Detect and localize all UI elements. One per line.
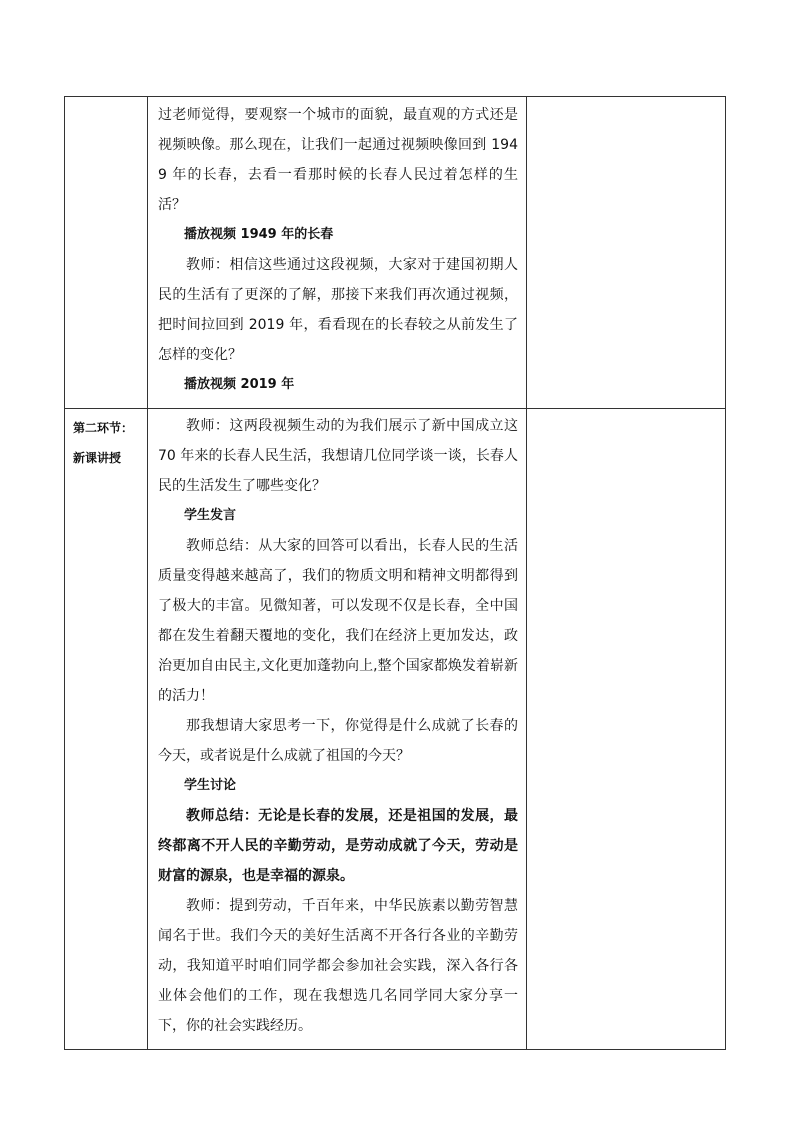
stage-cell [65,409,148,1050]
stage-label: 新课讲授 [73,451,122,465]
table-row [65,97,726,409]
paragraph: 过老师觉得，要观察一个城市的面貌，最直观的方式还是视频映像。那么现在，让我们一起通过视频映像回到 1949 年的长春，去看一看那时候的长春人民过着怎样的生活？ [158,107,518,213]
content-cell [148,409,527,1050]
notes-cell [527,97,726,409]
summary-paragraph: 教师总结：无论是长春的发展，还是祖国的发展，最终都离不开人民的辛勤劳动，是劳动成就了今天，劳动是财富的源泉，也是幸福的源泉。 [158,808,518,884]
table-row [65,409,726,1050]
video-heading: 播放视频 2019 年 [184,377,295,392]
stage-label: 第二环节： [73,421,134,435]
lesson-plan-table [64,96,726,1050]
activity-heading: 学生发言 [184,508,237,523]
paragraph: 教师总结：从大家的回答可以看出，长春人民的生活质量变得越来越高了，我们的物质文明和精神文明都得到了极大的丰富。见微知著，可以发现不仅是长春，全中国都在发生着翻天覆地的变化，我们在经济上更加发达，政治更加自由民主,文化更加蓬勃向上,整个国家都焕发着崭新的活力！ [158,538,518,704]
video-heading: 播放视频 1949 年的长春 [184,227,334,242]
activity-heading: 学生讨论 [184,778,237,793]
paragraph: 教师：这两段视频生动的为我们展示了新中国成立这 70 年来的长春人民生活，我想请几位同学谈一谈，长春人民的生活发生了哪些变化？ [158,418,518,494]
content-cell [148,97,527,409]
stage-cell [65,97,148,409]
notes-cell [527,409,726,1050]
paragraph: 教师：相信这些通过这段视频，大家对于建国初期人民的生活有了更深的了解，那接下来我们再次通过视频，把时间拉回到 2019 年，看看现在的长春较之从前发生了怎样的变化？ [158,257,518,363]
paragraph: 那我想请大家思考一下，你觉得是什么成就了长春的今天，或者说是什么成就了祖国的今天？ [158,718,518,764]
paragraph: 教师：提到劳动，千百年来，中华民族素以勤劳智慧闻名于世。我们今天的美好生活离不开各行各业的辛勤劳动，我知道平时咱们同学都会参加社会实践，深入各行各业体会他们的工作，现在我想选几名同学同大家分享一下，你的社会实践经历。 [158,898,518,1034]
